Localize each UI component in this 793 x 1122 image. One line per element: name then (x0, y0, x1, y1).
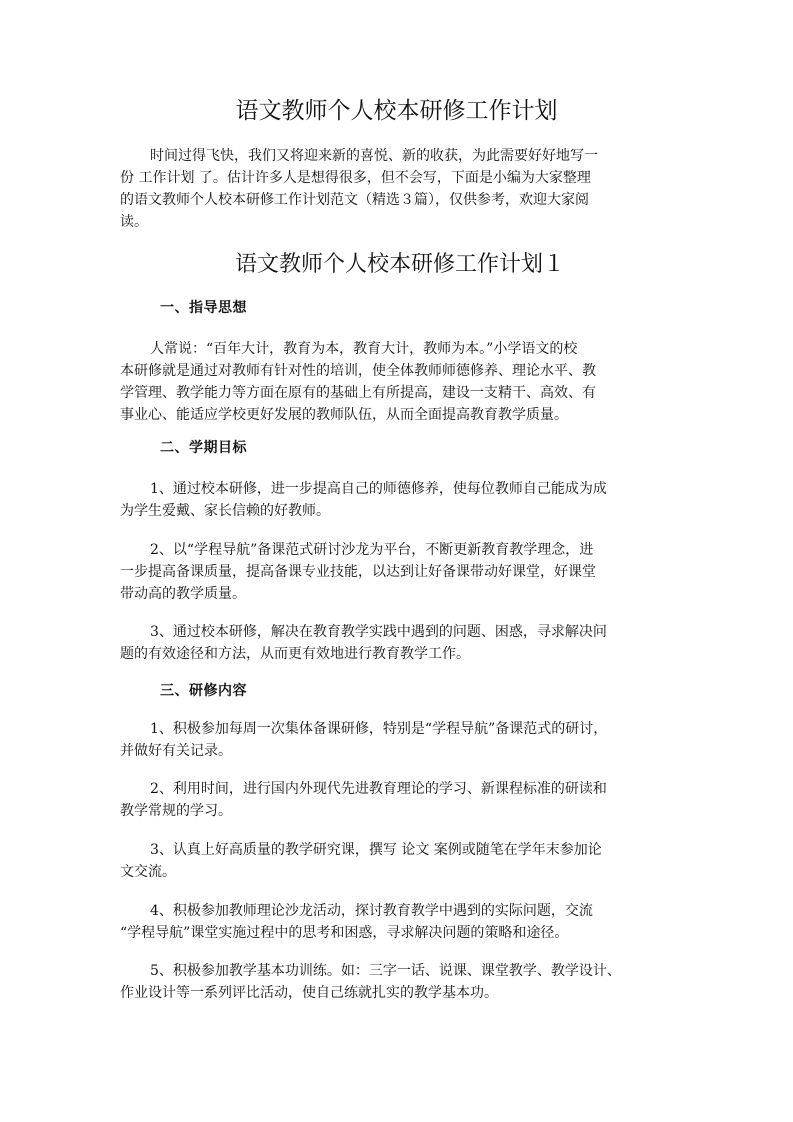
guiding-line-text: 人常说：“百年大计，教育为本，教育大计，教师为本。”小学语文的校 (150, 341, 578, 357)
content-line (120, 861, 690, 883)
goal-line (120, 583, 690, 605)
content-line (120, 839, 690, 861)
goal-line (120, 621, 690, 643)
guiding-line (120, 360, 690, 382)
intro-line (120, 189, 690, 211)
heading-guiding-idea: 一、指导思想 (160, 300, 247, 316)
content-line (120, 778, 690, 800)
content-3-paragraph (120, 839, 690, 883)
heading-semester-goals: 二、学期目标 (160, 440, 247, 456)
goal-line-text: 一步提高备课质量，提高备课专业技能，以达到让好备课带动好课堂，好课堂 (120, 564, 596, 580)
content-2-paragraph (120, 778, 690, 822)
goal-line-text: 1、通过校本研修，进一步提高自己的师德修养，使每位教师自己能成为成 (150, 481, 607, 497)
content-line-text: 教学常规的学习。 (120, 803, 232, 819)
guiding-line (120, 404, 690, 426)
goal-line (120, 561, 690, 583)
goal-line-text: 2、以“学程导航”备课范式研讨沙龙为平台，不断更新教育教学理念，进 (150, 542, 594, 558)
goal-line-text: 题的有效途径和方法，从而更有效地进行教育教学工作。 (120, 646, 470, 662)
guiding-line (120, 382, 690, 404)
guiding-line-text: 事业心、能适应学校更好发展的教师队伍，从而全面提高教育教学质量。 (120, 407, 568, 423)
heading-study-content: 三、研修内容 (160, 683, 247, 699)
goal-3-paragraph (120, 621, 690, 665)
content-line (120, 800, 690, 822)
content-line (120, 718, 690, 740)
content-line-text: 2、利用时间，进行国内外现代先进教育理论的学习、新课程标准的研读和 (150, 781, 607, 797)
intro-line (120, 211, 690, 233)
guiding-paragraph (120, 338, 690, 426)
content-4-paragraph (120, 900, 690, 944)
content-line (120, 922, 690, 944)
guiding-line (120, 338, 690, 360)
content-line-text: 文交流。 (120, 864, 176, 880)
intro-paragraph (120, 145, 690, 233)
content-line (120, 982, 690, 1004)
intro-line (120, 145, 690, 167)
goal-2-paragraph (120, 539, 690, 605)
goal-line (120, 643, 690, 665)
goal-line-text: 为学生爱戴、家长信赖的好教师。 (120, 503, 330, 519)
content-line-text: 并做好有关记录。 (120, 743, 232, 759)
goal-line (120, 539, 690, 561)
document-title: 语文教师个人校本研修工作计划 (235, 98, 558, 124)
intro-line-text: 的语文教师个人校本研修工作计划范文（精选３篇），仅供参考，欢迎大家阅 (120, 192, 589, 208)
content-line-text: 作业设计等一系列评比活动，使自己练就扎实的教学基本功。 (120, 985, 498, 1001)
guiding-line-text: 学管理、教学能力等方面在原有的基础上有所提高，建设一支精干、高效、有 (120, 385, 596, 401)
content-line (120, 960, 690, 982)
content-line-text: “学程导航”课堂实施过程中的思考和困惑，寻求解决问题的策略和途径。 (120, 925, 569, 941)
content-1-paragraph (120, 718, 690, 762)
intro-line-text: 份 工作计划 了。估计许多人是想得很多，但不会写，下面是小编为大家整理 (120, 170, 591, 186)
content-5-paragraph (120, 960, 690, 1004)
intro-line-text: 读。 (120, 214, 148, 230)
content-line-text: 5、积极参加教学基本功训练。如：三字一话、说课、课堂教学、教学设计、 (150, 963, 621, 979)
goal-line-text: 带动高的教学质量。 (120, 586, 246, 602)
content-line-text: 3、认真上好高质量的教学研究课，撰写 论文 案例或随笔在学年末参加论 (150, 842, 602, 858)
goal-line (120, 500, 690, 522)
goal-1-paragraph (120, 478, 690, 522)
content-line-text: 4、积极参加教师理论沙龙活动，探讨教育教学中遇到的实际问题，交流 (150, 903, 593, 919)
content-line (120, 900, 690, 922)
content-line (120, 740, 690, 762)
guiding-line-text: 本研修就是通过对教师有针对性的培训，使全体教师师德修养、理论水平、教 (120, 363, 596, 379)
intro-line-text: 时间过得飞快，我们又将迎来新的喜悦、新的收获，为此需要好好地写一 (150, 148, 598, 164)
section-title: 语文教师个人校本研修工作计划１ (234, 252, 565, 277)
intro-line (120, 167, 690, 189)
goal-line (120, 478, 690, 500)
goal-line-text: 3、通过校本研修，解决在教育教学实践中遇到的问题、困惑，寻求解决问 (150, 624, 607, 640)
content-line-text: 1、积极参加每周一次集体备课研修，特别是“学程导航”备课范式的研讨， (150, 721, 608, 737)
